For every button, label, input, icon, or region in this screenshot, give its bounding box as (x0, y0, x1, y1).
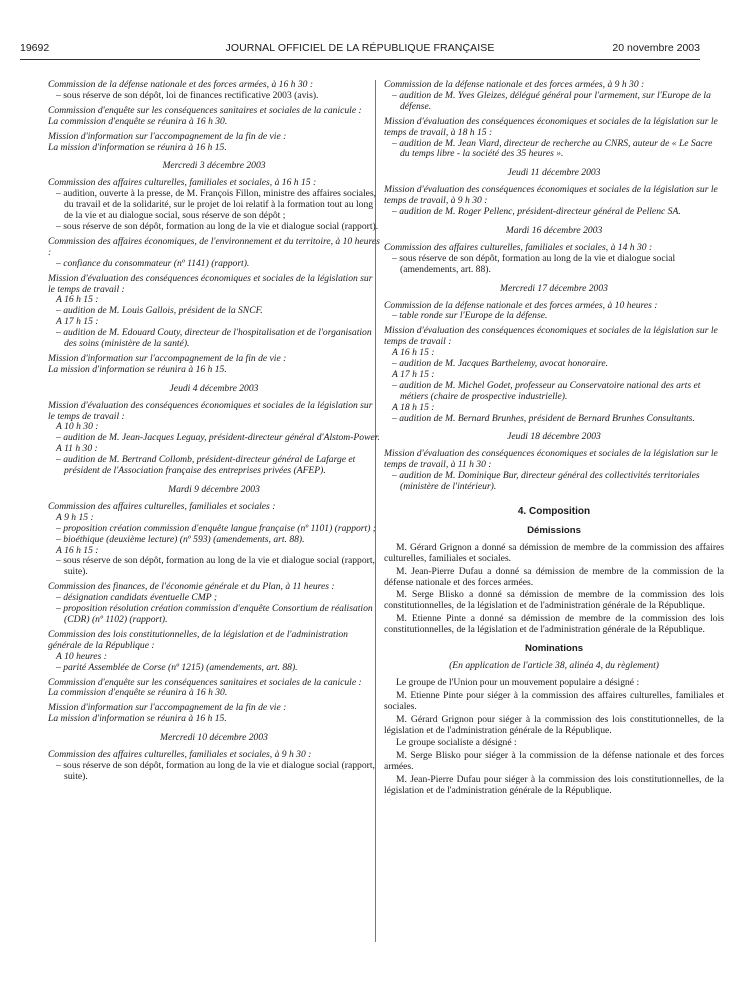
agenda-item: – sous réserve de son dépôt, formation au long de la vie et dialogue social (amendements, art. 88). (392, 252, 676, 275)
block-title: Mission d'information sur l'accompagnement de la fin de vie : (48, 130, 287, 142)
paragraph: M. Jean-Pierre Dufau a donné sa démission de membre de la commission de la défense nationale et des forces armées. (384, 565, 724, 588)
date-heading: Mardi 16 décembre 2003 (505, 224, 603, 236)
block-title: Mission d'information sur l'accompagnement de la fin de vie : (48, 702, 287, 714)
agenda-item: – audition de M. Jacques Barthelemy, avocat honoraire. (392, 358, 608, 370)
block-title: Mission d'évaluation des conséquences économiques et sociales de la législation sur le temps de travail, à 9 h 30 : (384, 184, 718, 207)
agenda-item: – table ronde sur l'Europe de la défense. (392, 310, 548, 322)
block-title: Mission d'évaluation des conséquences économiques et sociales de la législation sur le temps de travail : (48, 399, 373, 422)
agenda-item: – sous réserve de son dépôt, formation au long de la vie et dialogue social (rapport, suite). (56, 555, 375, 578)
left-column (48, 80, 380, 787)
agenda-item: – désignation candidats éventuelle CMP ; (56, 592, 218, 604)
regulation-reference: (En application de l'article 38, alinéa 4, du règlement) (449, 659, 659, 671)
page-header (20, 42, 700, 56)
block-title: Mission d'information sur l'accompagnement de la fin de vie : (48, 352, 287, 364)
block-title: Mission d'évaluation des conséquences économiques et sociales de la législation sur le temps de travail : (48, 272, 373, 295)
agenda-item: – audition, ouverte à la presse, de M. François Fillon, ministre des affaires sociales, du travail et de la solidarité, sur le projet de loi relatif à la formation tout au long de la vie et au dialogue social, sous réserve de son dépôt ; (56, 188, 377, 222)
block-line: La mission d'information se réunira à 16 h 15. (48, 141, 227, 153)
time-label: A 10 heures : (56, 650, 107, 662)
agenda-item: – audition de M. Bertrand Collomb, président-directeur général de Lafarge et président de l'Association française des entreprises privées (AFEP). (56, 454, 356, 477)
block-title: Commission des affaires économiques, de l'environnement et du territoire, à 10 heures : (48, 235, 380, 258)
subsection-heading: Nominations (524, 643, 584, 655)
paragraph: M. Jean-Pierre Dufau pour siéger à la commission des lois constitutionnelles, de la législation et de l'administration générale de la République. (384, 774, 724, 797)
agenda-item: – audition de M. Jean Viard, directeur de recherche au CNRS, auteur de « Le Sacre du temps libre - la société des 35 heures ». (392, 137, 713, 160)
time-label: A 16 h 15 : (56, 544, 99, 556)
date-heading: Mercredi 3 décembre 2003 (162, 160, 266, 172)
agenda-item: – audition de M. Dominique Bur, directeur général des collectivités territoriales (ministère de l'intérieur). (392, 470, 700, 493)
block-title: Commission d'enquête sur les conséquences sanitaires et sociales de la canicule : (48, 676, 362, 688)
agenda-item: – sous réserve de son dépôt, loi de finances rectificative 2003 (avis). (56, 89, 319, 101)
agenda-item: – sous réserve de son dépôt, formation au long de la vie et dialogue social (rapport, suite). (56, 759, 375, 782)
agenda-item: – audition de M. Edouard Couty, directeur de l'hospitalisation et de l'organisation des soins (ministère de la santé). (56, 327, 372, 350)
issue-date: 20 novembre 2003 (612, 42, 700, 54)
time-label: A 17 h 15 : (56, 316, 99, 328)
block-title: Commission de la défense nationale et des forces armées, à 16 h 30 : (48, 79, 314, 90)
block-title: Commission des lois constitutionnelles, de la législation et de l'administration générale de la République : (48, 628, 348, 651)
agenda-item: – audition de M. Michel Godet, professeur au Conservatoire national des arts et métiers (chaire de prospective industrielle). (392, 379, 701, 402)
date-heading: Jeudi 18 décembre 2003 (507, 431, 601, 443)
time-label: A 16 h 15 : (392, 347, 435, 359)
date-heading: Mercredi 10 décembre 2003 (160, 732, 268, 744)
block-title: Commission des affaires culturelles, familiales et sociales, à 16 h 15 : (48, 177, 317, 189)
block-title: Commission de la défense nationale et des forces armées, à 10 heures : (384, 299, 658, 311)
block-title: Commission d'enquête sur les conséquences sanitaires et sociales de la canicule : (48, 104, 362, 116)
time-label: A 16 h 15 : (56, 294, 99, 306)
block-title: Mission d'évaluation des conséquences économiques et sociales de la législation sur le temps de travail : (384, 325, 718, 348)
agenda-item: – parité Assemblée de Corse (nº 1215) (amendements, art. 88). (56, 661, 298, 673)
block-title: Commission des affaires culturelles, familiales et sociales, à 9 h 30 : (48, 749, 312, 761)
date-heading: Jeudi 11 décembre 2003 (507, 167, 601, 179)
block-title: Mission d'évaluation des conséquences économiques et sociales de la législation sur le temps de travail, à 11 h 30 : (384, 448, 718, 471)
agenda-item: – audition de M. Louis Gallois, président de la SNCF. (56, 305, 263, 317)
agenda-item: – confiance du consommateur (nº 1141) (rapport). (56, 257, 250, 269)
block-line: La mission d'information se réunira à 16 h 15. (48, 713, 227, 725)
paragraph: M. Gérard Grignon a donné sa démission de membre de la commission des affaires culturelles, familiales et sociales. (384, 541, 724, 564)
agenda-item: – audition de M. Yves Gleizes, délégué général pour l'armement, sur l'Europe de la défense. (392, 89, 711, 112)
time-label: A 10 h 30 : (56, 421, 99, 433)
agenda-item: – sous réserve de son dépôt, formation au long de la vie et dialogue social (rapport). (56, 220, 379, 232)
agenda-item: – audition de M. Bernard Brunhes, président de Bernard Brunhes Consultants. (392, 412, 695, 424)
paragraph: M. Gérard Grignon pour siéger à la commission des lois constitutionnelles, de la législation et de l'administration générale de la République. (384, 713, 724, 736)
agenda-item: – audition de M. Roger Pellenc, président-directeur général de Pellenc SA. (392, 206, 681, 218)
journal-title: JOURNAL OFFICIEL DE LA RÉPUBLIQUE FRANÇAISE (225, 42, 495, 54)
time-label: A 18 h 15 : (392, 401, 435, 413)
paragraph: M. Serge Blisko a donné sa démission de membre de la commission des lois constitutionnelles, de la législation et de l'administration générale de la République. (384, 589, 724, 612)
date-heading: Jeudi 4 décembre 2003 (169, 382, 259, 394)
date-heading: Mardi 9 décembre 2003 (168, 484, 260, 495)
paragraph: Le groupe de l'Union pour un mouvement populaire a désigné : (396, 676, 640, 688)
time-label: A 17 h 15 : (392, 368, 435, 380)
block-title: Commission des affaires culturelles, familiales et sociales : (48, 500, 276, 512)
subsection-heading: Démissions (527, 524, 581, 536)
paragraph: Le groupe socialiste a désigné : (396, 737, 517, 749)
paragraph: M. Serge Blisko pour siéger à la commission de la défense nationale et des forces armées. (384, 750, 724, 773)
time-label: A 9 h 15 : (56, 511, 94, 523)
header-rule (20, 59, 700, 60)
date-heading: Mercredi 17 décembre 2003 (500, 282, 608, 294)
right-column (384, 80, 724, 799)
block-line: La commission d'enquête se réunira à 16 h 30. (48, 687, 228, 699)
block-line: La mission d'information se réunira à 16 h 15. (48, 363, 227, 375)
paragraph: M. Etienne Pinte a donné sa démission de membre de la commission des lois constitutionnelles, de la législation et de l'administration générale de la République. (384, 613, 724, 636)
agenda-item: – proposition résolution création commission d'enquête Consortium de réalisation (CDR) (nº 1102) (rapport). (56, 603, 373, 625)
section-heading: 4. Composition (517, 506, 591, 517)
block-title: Commission des affaires culturelles, familiales et sociales, à 14 h 30 : (384, 241, 653, 253)
agenda-item: – bioéthique (deuxième lecture) (nº 593) (amendements, art. 88). (56, 533, 305, 545)
block-title: Mission d'évaluation des conséquences économiques et sociales de la législation sur le temps de travail, à 18 h 15 : (384, 115, 718, 138)
block-title: Commission de la défense nationale et des forces armées, à 9 h 30 : (384, 79, 645, 90)
page-number: 19692 (20, 42, 50, 54)
agenda-item: – audition de M. Jean-Jacques Leguay, président-directeur général d'Alstom-Power. (56, 432, 380, 444)
agenda-item: – proposition création commission d'enquête langue française (nº 1101) (rapport) ; (56, 522, 376, 534)
block-title: Commission des finances, de l'économie générale et du Plan, à 11 heures : (48, 581, 335, 593)
time-label: A 11 h 30 : (56, 443, 98, 455)
block-line: La commission d'enquête se réunira à 16 h 30. (48, 115, 228, 127)
paragraph: M. Etienne Pinte pour siéger à la commission des affaires culturelles, familiales et sociales. (384, 689, 724, 712)
